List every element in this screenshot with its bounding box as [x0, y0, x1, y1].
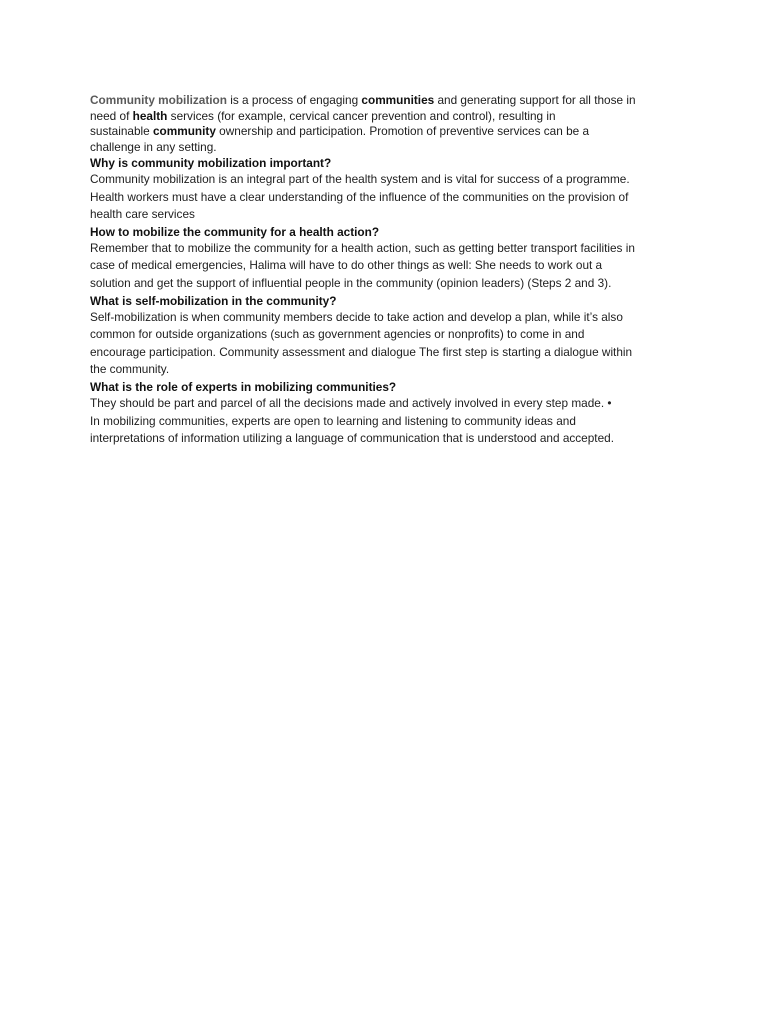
document-content: [90, 93, 690, 448]
answer-line: encourage participation. Community assessment and dialogue The first step is starting a dialogue within: [90, 344, 633, 359]
answer-line: common for outside organizations (such as government agencies or nonprofits) to come in and: [90, 327, 585, 342]
section-question: How to mobilize the community for a health action?: [90, 224, 380, 239]
answer-line: interpretations of information utilizing a language of communication that is understood and accepted.: [90, 431, 614, 446]
intro-text: and generating support for all those in: [434, 93, 636, 107]
answer-line: They should be part and parcel of all the decisions made and actively involved in every step made. •: [90, 395, 612, 410]
section-answer: [90, 240, 690, 293]
intro-bold-term: communities: [361, 93, 435, 107]
section-answer: [90, 171, 690, 224]
answer-line: Self-mobilization is when community members decide to take action and develop a plan, while it’s also: [90, 309, 623, 324]
answer-line: In mobilizing communities, experts are open to learning and listening to community ideas and: [90, 413, 576, 428]
answer-line: the community.: [90, 362, 170, 377]
intro-paragraph: [90, 93, 690, 155]
answer-line: Remember that to mobilize the community for a health action, such as getting better transport facilities in: [90, 240, 635, 255]
intro-line-3: [90, 124, 690, 140]
answer-line: case of medical emergencies, Halima will have to do other things as well: She needs to work out a: [90, 258, 603, 273]
section-question: What is self-mobilization in the community?: [90, 293, 337, 308]
intro-line-4: [90, 140, 690, 156]
section-question: What is the role of experts in mobilizing communities?: [90, 379, 397, 394]
section-question: Why is community mobilization important?: [90, 156, 332, 170]
intro-text: challenge in any setting.: [90, 139, 217, 154]
answer-line: Community mobilization is an integral part of the health system and is vital for success of a programme.: [90, 172, 630, 186]
intro-text: sustainable: [90, 124, 153, 138]
answer-line: Health workers must have a clear understanding of the influence of the communities on the provision of: [90, 189, 629, 204]
intro-bold-term: community: [152, 124, 216, 138]
answer-line: solution and get the support of influential people in the community (opinion leaders) (Steps 2 and 3).: [90, 275, 612, 290]
intro-lead-term: Community mobilization: [90, 93, 227, 107]
section-answer: [90, 395, 690, 448]
intro-text: need of: [90, 108, 133, 123]
intro-line-1: [90, 93, 690, 109]
intro-text: ownership and participation. Promotion of preventive services can be a: [215, 124, 590, 138]
intro-line-2: [90, 109, 690, 125]
section-answer: [90, 309, 690, 379]
answer-line: health care services: [90, 207, 195, 222]
intro-text: services (for example, cervical cancer prevention and control), resulting in: [167, 108, 556, 123]
intro-bold-term: health: [132, 108, 168, 123]
intro-text: is a process of engaging: [226, 93, 362, 107]
